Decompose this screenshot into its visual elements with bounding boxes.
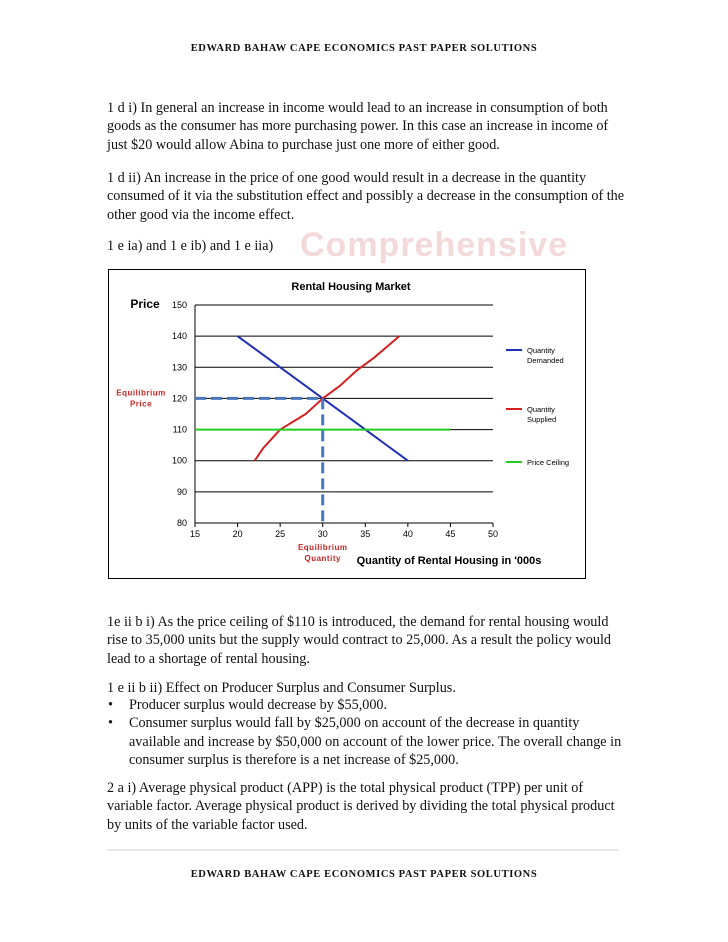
bullet-producer-surplus: • Producer surplus would decrease by $55,000. (107, 696, 627, 714)
legend-label-0: Quantity Demanded (527, 346, 564, 365)
paragraph-1e-ii-b-ii: 1 e ii b ii) Effect on Producer Surplus and Consumer Surplus. (107, 680, 456, 696)
x-tick-label-45: 45 (445, 529, 456, 539)
x-tick-label-30: 30 (317, 529, 328, 539)
page-footer: EDWARD BAHAW CAPE ECONOMICS PAST PAPER SOLUTIONS (190, 869, 538, 880)
paragraph-1-d-ii: 1 d ii) An increase in the price of one good would result in a decrease in the quantity consumed of it via the substitution effect and possibly a decrease in the consumption of the other good via the income effect. (107, 170, 625, 223)
paragraph-1e-ii-b-i: 1e ii b i) As the price ceiling of $110 is introduced, the demand for rental housing would rise to 35,000 units but the supply would contract to 25,000. As a result the policy would lead to a shortage of rental housing. (107, 614, 611, 667)
legend-label-2: Price Ceiling (527, 458, 570, 467)
y-tick-label-130: 130 (171, 362, 187, 373)
bottom-divider (107, 849, 619, 851)
chart-svg (109, 270, 585, 578)
paragraph-1-e-heading: 1 e ia) and 1 e ib) and 1 e iia) (107, 238, 274, 254)
x-tick-label-40: 40 (402, 529, 413, 539)
x-axis-label: Quantity of Rental Housing in '000s (356, 555, 542, 567)
y-tick-label-80: 80 (176, 518, 187, 528)
x-tick-label-50: 50 (487, 529, 499, 539)
rental-housing-chart (108, 269, 586, 579)
y-tick-label-140: 140 (171, 331, 187, 342)
y-tick-label-120: 120 (171, 393, 187, 404)
x-tick-label-25: 25 (275, 529, 286, 539)
chart-title: Rental Housing Market (291, 281, 411, 293)
legend-label-1: Quantity Supplied (527, 405, 557, 424)
y-tick-label-90: 90 (176, 486, 187, 497)
equilibrium-quantity-label: Equilibrium Quantity (297, 543, 348, 563)
watermark-text: Comprehensive (300, 226, 569, 264)
y-axis-label: Price (130, 297, 160, 311)
grid-layer (172, 300, 498, 539)
bullet-consumer-surplus: • Consumer surplus would fall by $25,000 on account of the decrease in quantity available and increase by $50,000 on account of the lower price. The overall change in consumer surplus is therefore is a net increase of $25,000. (107, 714, 627, 769)
x-tick-label-20: 20 (232, 529, 243, 539)
paragraph-1-d-i: 1 d i) In general an increase in income would lead to an increase in consumption of both goods as the consumer has more purchasing power. In this case an increase in income of just $20 would allow Abina to purchase just one more of either good. (107, 100, 609, 153)
x-tick-label-35: 35 (360, 529, 371, 539)
paragraph-2-a-i: 2 a i) Average physical product (APP) is the total physical product (TPP) per unit of variable factor. Average physical product is derived by dividing the total physical product by units of the variable factor used. (107, 780, 615, 833)
y-tick-label-110: 110 (172, 424, 187, 435)
x-tick-label-15: 15 (189, 529, 201, 539)
y-tick-label-100: 100 (171, 455, 187, 466)
equilibrium-price-label: Equilibrium Price (116, 388, 166, 409)
legend (506, 346, 569, 467)
y-tick-label-150: 150 (171, 300, 187, 310)
page-header: EDWARD BAHAW CAPE ECONOMICS PAST PAPER SOLUTIONS (190, 43, 538, 54)
surplus-bullet-list (107, 696, 627, 770)
